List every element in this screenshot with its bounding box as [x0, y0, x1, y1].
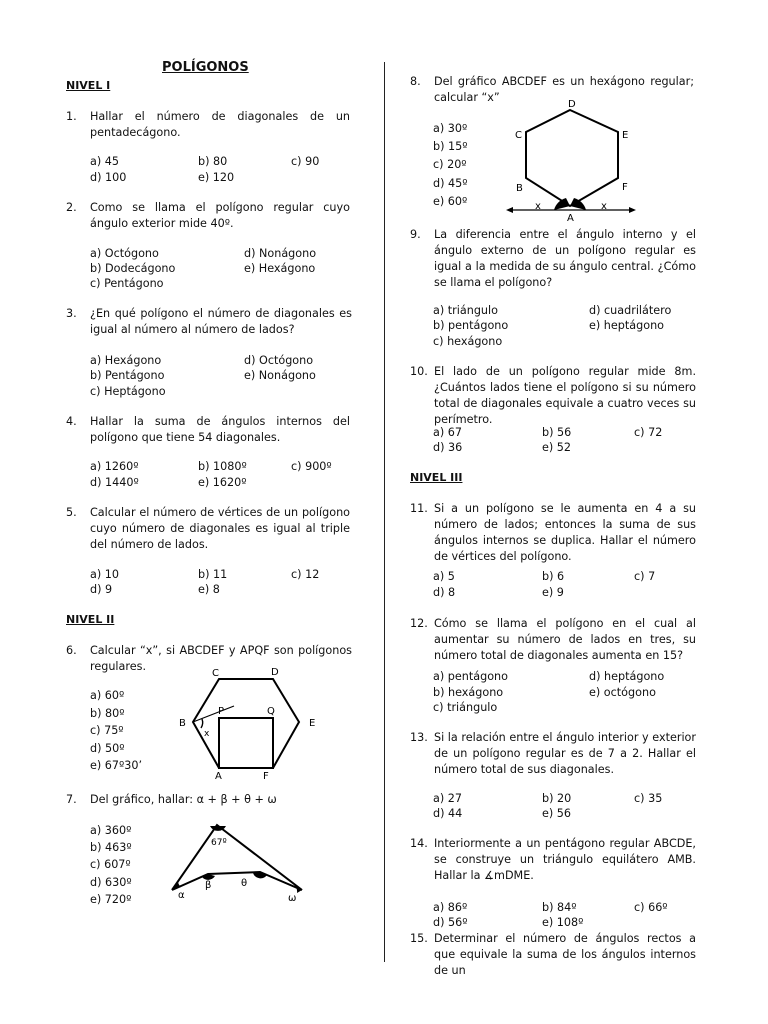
question-number: 5. — [66, 506, 77, 519]
option: c) 35 — [634, 792, 663, 805]
option: a) 360º — [90, 824, 132, 837]
question-number: 1. — [66, 110, 77, 123]
label-B: B — [516, 183, 523, 194]
option: a) 30º — [433, 122, 468, 135]
column-divider — [384, 62, 385, 962]
label-B: B — [179, 718, 186, 729]
label-P: P — [218, 706, 225, 717]
option: b) hexágono — [433, 686, 504, 699]
hexagon-square-figure — [176, 662, 322, 784]
level-2-heading: NIVEL II — [66, 613, 115, 626]
option: d) cuadrilátero — [589, 304, 672, 317]
option: a) pentágono — [433, 670, 508, 683]
question-number: 8. — [410, 75, 421, 88]
label-D: D — [568, 99, 576, 110]
label-alpha: α — [178, 890, 185, 901]
question-number: 12. — [410, 617, 428, 630]
question-text: Del gráfico ABCDEF es un hexágono regular; calcular “x” — [434, 75, 694, 104]
option: d) 9 — [90, 583, 113, 596]
option: c) triángulo — [433, 701, 498, 714]
option: c) 12 — [291, 568, 320, 581]
question-number: 2. — [66, 201, 77, 214]
option: b) 80º — [90, 707, 125, 720]
question-number: 7. — [66, 793, 77, 806]
option: e) Nonágono — [244, 369, 316, 382]
option: e) 60º — [433, 195, 468, 208]
question-text: Hallar la suma de ángulos internos del polígono que tiene 54 diagonales. — [90, 415, 350, 444]
option: a) 1260º — [90, 460, 139, 473]
level-3-heading: NIVEL III — [410, 471, 463, 484]
option: e) 720º — [90, 893, 132, 906]
option: b) 20 — [542, 792, 572, 805]
question-text: Si a un polígono se le aumenta en 4 a su número de lados; entonces la suma de sus ángulos internos se duplica. Hallar el número de vértices del polígono. — [434, 502, 696, 563]
option: d) 50º — [90, 742, 125, 755]
option: b) Pentágono — [90, 369, 165, 382]
option: c) hexágono — [433, 335, 503, 348]
question-text: Interiormente a un pentágono regular ABCDE, se construye un triángulo equilátero AMB. Hallar la ∡mDME. — [434, 837, 696, 882]
option: c) 72 — [634, 426, 663, 439]
question-text: La diferencia entre el ángulo interno y el ángulo externo de un polígono regular es igual a la medida de su ángulo central. ¿Cómo se llama el polígono? — [434, 228, 696, 289]
option: d) heptágono — [589, 670, 665, 683]
option: d) 45º — [433, 177, 468, 190]
label-A: A — [567, 213, 574, 222]
option: c) 20º — [433, 158, 467, 171]
option: a) Octógono — [90, 247, 159, 260]
option: a) 10 — [90, 568, 120, 581]
question-number: 9. — [410, 228, 421, 241]
hexagon-figure — [504, 98, 648, 222]
option: d) 8 — [433, 586, 456, 599]
question-text: El lado de un polígono regular mide 8m. ¿Cuántos lados tiene el polígono si su número total de diagonales equivale a cuatro veces su perímetro. — [434, 365, 696, 426]
option: b) Dodecágono — [90, 262, 176, 275]
option: b) 15º — [433, 140, 468, 153]
option: c) 66º — [634, 901, 668, 914]
question-number: 6. — [66, 644, 77, 657]
option: a) 67 — [433, 426, 463, 439]
label-omega: ω — [288, 893, 297, 904]
option: d) 630º — [90, 876, 132, 889]
label-A: A — [215, 771, 222, 782]
label-F: F — [263, 771, 269, 782]
question-text: Cómo se llama el polígono en el cual al aumentar su número de lados en tres, su número total de diagonales aumenta en 15? — [434, 617, 696, 662]
option: c) 75º — [90, 724, 124, 737]
option: d) 56º — [433, 916, 468, 929]
option: e) 108º — [542, 916, 584, 929]
question-number: 11. — [410, 502, 428, 515]
question-number: 13. — [410, 731, 428, 744]
option: a) triángulo — [433, 304, 498, 317]
option: a) 5 — [433, 570, 455, 583]
triangle-angles-figure — [160, 815, 320, 907]
option: c) Pentágono — [90, 277, 164, 290]
option: c) 900º — [291, 460, 332, 473]
option: b) 463º — [90, 841, 132, 854]
page-title: POLÍGONOS — [162, 60, 249, 75]
level-1-heading: NIVEL I — [66, 79, 111, 92]
option: b) 11 — [198, 568, 228, 581]
option: a) 45 — [90, 155, 120, 168]
option: e) Hexágono — [244, 262, 316, 275]
question-text: Calcular “x”, si ABCDEF y APQF son polígonos regulares. — [90, 644, 352, 673]
label-x-right: x — [601, 201, 607, 212]
option: e) heptágono — [589, 319, 665, 332]
option: a) 27 — [433, 792, 463, 805]
question-number: 3. — [66, 307, 77, 320]
question-text: ¿En qué polígono el número de diagonales es igual al número al número de lados? — [90, 307, 352, 336]
question-text: Determinar el número de ángulos rectos a que equivale la suma de los ángulos internos de un — [434, 932, 696, 977]
option: a) Hexágono — [90, 354, 162, 367]
option: c) Heptágono — [90, 385, 166, 398]
option: b) pentágono — [433, 319, 509, 332]
label-D: D — [271, 667, 279, 678]
option: e) 1620º — [198, 476, 247, 489]
question-text: Si la relación entre el ángulo interior y exterior de un polígono regular es de 7 a 2. Hallar el número total de sus diagonales. — [434, 731, 696, 776]
label-Q: Q — [267, 706, 275, 717]
option: b) 84º — [542, 901, 577, 914]
label-67: 67º — [211, 838, 227, 848]
label-F: F — [622, 182, 628, 193]
label-theta: θ — [241, 878, 248, 889]
option: d) 36 — [433, 441, 463, 454]
label-E: E — [309, 718, 316, 729]
option: e) 120 — [198, 171, 235, 184]
option: c) 7 — [634, 570, 656, 583]
option: d) 44 — [433, 807, 463, 820]
label-beta: β — [205, 880, 212, 891]
question-text: Del gráfico, hallar: α + β + θ + ω — [90, 793, 277, 806]
question-number: 10. — [410, 365, 428, 378]
label-x-left: x — [535, 201, 541, 212]
question-number: 14. — [410, 837, 428, 850]
question-text: Como se llama el polígono regular cuyo ángulo exterior mide 40º. — [90, 201, 350, 230]
option: c) 90 — [291, 155, 320, 168]
option: a) 86º — [433, 901, 468, 914]
option: e) 56 — [542, 807, 572, 820]
option: b) 6 — [542, 570, 565, 583]
question-text: Hallar el número de diagonales de un pentadecágono. — [90, 110, 350, 139]
option: e) 52 — [542, 441, 572, 454]
option: b) 56 — [542, 426, 572, 439]
question-number: 4. — [66, 415, 77, 428]
option: d) Nonágono — [244, 247, 317, 260]
label-E: E — [622, 130, 629, 141]
label-C: C — [212, 668, 219, 679]
label-C: C — [515, 130, 522, 141]
option: b) 1080º — [198, 460, 247, 473]
option: b) 80 — [198, 155, 228, 168]
option: c) 607º — [90, 858, 131, 871]
option: e) 8 — [198, 583, 220, 596]
option: d) 1440º — [90, 476, 139, 489]
question-number: 15. — [410, 932, 428, 945]
label-x: x — [204, 729, 210, 739]
option: e) octógono — [589, 686, 656, 699]
option: d) 100 — [90, 171, 127, 184]
option: e) 9 — [542, 586, 564, 599]
option: a) 60º — [90, 689, 125, 702]
question-text: Calcular el número de vértices de un polígono cuyo número de diagonales es igual al triple del número de lados. — [90, 506, 350, 551]
option: e) 67º30’ — [90, 759, 143, 772]
option: d) Octógono — [244, 354, 314, 367]
